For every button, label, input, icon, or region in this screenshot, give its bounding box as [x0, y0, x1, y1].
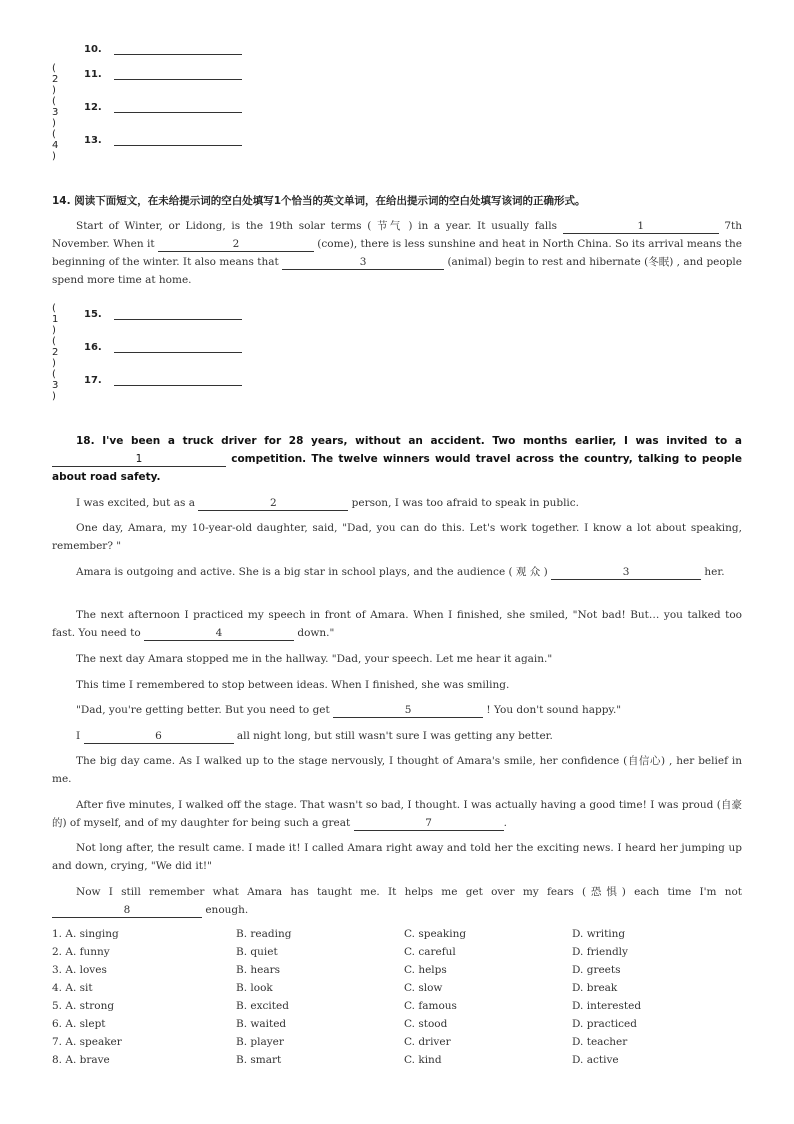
answer-number: 15.	[84, 309, 102, 320]
option-b[interactable]: B. look	[236, 982, 273, 994]
passage-blank-8[interactable]: 8	[52, 903, 202, 918]
option-row-1	[52, 928, 752, 946]
option-d[interactable]: D. break	[572, 982, 618, 994]
paragraph-10	[52, 796, 742, 832]
passage-text: person, I was too afraid to speak in public.	[351, 497, 580, 509]
answer-blank[interactable]	[114, 352, 242, 353]
option-c[interactable]: C. slow	[404, 982, 443, 994]
passage-text: The next afternoon I practiced my speech in front of Amara. When I finished, she smiled, "Not bad! But… you talked too fast. You need to	[52, 609, 742, 639]
passage-blank-6[interactable]: 6	[84, 729, 234, 744]
passage-blank-3[interactable]: 3	[282, 255, 444, 270]
option-d[interactable]: D. greets	[572, 964, 621, 976]
answer-blank[interactable]	[114, 54, 242, 55]
option-a[interactable]: 2. A. funny	[52, 946, 110, 958]
passage-text: ! You don't sound happy."	[486, 704, 622, 716]
paragraph-7	[52, 701, 742, 719]
passage-blank-1[interactable]: 1	[563, 219, 719, 234]
answer-number: 12.	[84, 102, 102, 113]
question-18-intro	[52, 432, 742, 486]
passage-text: (animal) begin to rest and hibernate (冬眠) , and people spend more time at home.	[52, 256, 743, 286]
passage-text: her.	[704, 566, 725, 578]
paragraph-9: The big day came. As I walked up to the stage nervously, I thought of Amara's smile, her confidence (自信心) , her belief in me.	[52, 755, 742, 785]
option-b[interactable]: B. quiet	[236, 946, 278, 958]
option-row-8	[52, 1054, 752, 1072]
question-14-passage	[52, 217, 742, 289]
passage-text: 18. I've been a truck driver for 28 years, without an accident. Two months earlier, I was invited to a	[76, 435, 742, 447]
sub-index: ( 3 )	[52, 369, 60, 402]
option-c[interactable]: C. stood	[404, 1018, 448, 1030]
passage-text: Amara is outgoing and active. She is a big star in school plays, and the audience ( 观 众 )	[76, 566, 548, 578]
option-c[interactable]: C. driver	[404, 1036, 451, 1048]
sub-index: ( 1 )	[52, 303, 60, 336]
option-d[interactable]: D. teacher	[572, 1036, 628, 1048]
question-14-heading: 14. 阅读下面短文，在未给提示词的空白处填写1个恰当的英文单词，在给出提示词的空白处填写该词的正确形式。	[52, 195, 586, 207]
paragraph-8	[52, 727, 742, 745]
answer-blank[interactable]	[114, 385, 242, 386]
option-b[interactable]: B. reading	[236, 928, 292, 940]
option-b[interactable]: B. smart	[236, 1054, 282, 1066]
option-b[interactable]: B. waited	[236, 1018, 287, 1030]
option-a[interactable]: 3. A. loves	[52, 964, 107, 976]
answer-number: 17.	[84, 375, 102, 386]
option-d[interactable]: D. interested	[572, 1000, 642, 1012]
paragraph-5: The next day Amara stopped me in the hallway. "Dad, your speech. Let me hear it again."	[76, 653, 553, 665]
passage-text: enough.	[205, 904, 249, 916]
option-d[interactable]: D. friendly	[572, 946, 628, 958]
passage-blank-7[interactable]: 7	[354, 816, 504, 831]
answer-blank[interactable]	[114, 79, 242, 80]
option-row-3	[52, 964, 752, 982]
option-a[interactable]: 7. A. speaker	[52, 1036, 122, 1048]
option-c[interactable]: C. careful	[404, 946, 456, 958]
option-a[interactable]: 1. A. singing	[52, 928, 119, 940]
passage-text: .	[503, 817, 507, 829]
option-d[interactable]: D. writing	[572, 928, 626, 940]
passage-text: down."	[297, 627, 335, 639]
option-b[interactable]: B. hears	[236, 964, 281, 976]
passage-text: After five minutes, I walked off the stage. That wasn't so bad, I thought. I was actually having a good time! I was proud (自豪的) of myself, and of my daughter for being such a great	[52, 799, 742, 829]
option-c[interactable]: C. speaking	[404, 928, 467, 940]
answer-blank[interactable]	[114, 112, 242, 113]
options-table	[52, 928, 752, 1072]
option-row-2	[52, 946, 752, 964]
passage-text: all night long, but still wasn't sure I was getting any better.	[236, 730, 553, 742]
answer-number: 11.	[84, 69, 102, 80]
answer-number: 10.	[84, 44, 102, 55]
sub-index: ( 2 )	[52, 336, 60, 369]
paragraph-2: One day, Amara, my 10-year-old daughter, said, "Dad, you can do this. Let's work together. I know a lot about speaking, remember? "	[52, 522, 742, 552]
answer-number: 16.	[84, 342, 102, 353]
option-c[interactable]: C. kind	[404, 1054, 442, 1066]
passage-blank-2[interactable]: 2	[158, 237, 314, 252]
passage-text: Now I still remember what Amara has taught me. It helps me get over my fears (恐惧) each time I'm not	[76, 886, 742, 898]
passage-text: I was excited, but as a	[76, 497, 195, 509]
paragraph-4	[52, 606, 742, 642]
passage-text: "Dad, you're getting better. But you need to get	[76, 704, 330, 716]
option-a[interactable]: 8. A. brave	[52, 1054, 110, 1066]
option-d[interactable]: D. practiced	[572, 1018, 637, 1030]
option-c[interactable]: C. famous	[404, 1000, 457, 1012]
option-a[interactable]: 4. A. sit	[52, 982, 93, 994]
passage-text: competition. The twelve winners would travel across the country, talking to people about road safety.	[52, 453, 742, 483]
paragraph-6: This time I remembered to stop between ideas. When I finished, she was smiling.	[76, 679, 510, 691]
option-row-6	[52, 1018, 752, 1036]
paragraph-12	[52, 883, 742, 919]
option-b[interactable]: B. player	[236, 1036, 284, 1048]
passage-blank-5[interactable]: 5	[333, 703, 483, 718]
option-row-7	[52, 1036, 752, 1054]
answer-number: 13.	[84, 135, 102, 146]
option-b[interactable]: B. excited	[236, 1000, 289, 1012]
paragraph-3	[52, 563, 742, 581]
passage-blank-2[interactable]: 2	[198, 496, 348, 511]
sub-index: ( 4 )	[52, 129, 60, 162]
passage-blank-1[interactable]: 1	[52, 452, 226, 467]
answer-blank[interactable]	[114, 145, 242, 146]
sub-index: ( 3 )	[52, 96, 60, 129]
passage-text: 7th November. When it	[52, 220, 743, 250]
option-d[interactable]: D. active	[572, 1054, 619, 1066]
passage-text: (come), there is less sunshine and heat in North China. So its arrival means the beginning of the winter. It also means that	[52, 238, 742, 268]
passage-text: Start of Winter, or Lidong, is the 19th solar terms ( 节气 ) in a year. It usually falls	[76, 220, 557, 232]
paragraph-11: Not long after, the result came. I made it! I called Amara right away and told her the exciting news. I heard her jumping up and down, crying, "We did it!"	[52, 842, 742, 872]
option-c[interactable]: C. helps	[404, 964, 447, 976]
option-row-4	[52, 982, 752, 1000]
option-a[interactable]: 6. A. slept	[52, 1018, 106, 1030]
passage-blank-3[interactable]: 3	[551, 565, 701, 580]
paragraph-1	[52, 494, 742, 512]
passage-blank-4[interactable]: 4	[144, 626, 294, 641]
answer-blank[interactable]	[114, 319, 242, 320]
passage-text: I	[76, 730, 81, 742]
option-a[interactable]: 5. A. strong	[52, 1000, 115, 1012]
sub-index: ( 2 )	[52, 63, 60, 96]
option-row-5	[52, 1000, 752, 1018]
